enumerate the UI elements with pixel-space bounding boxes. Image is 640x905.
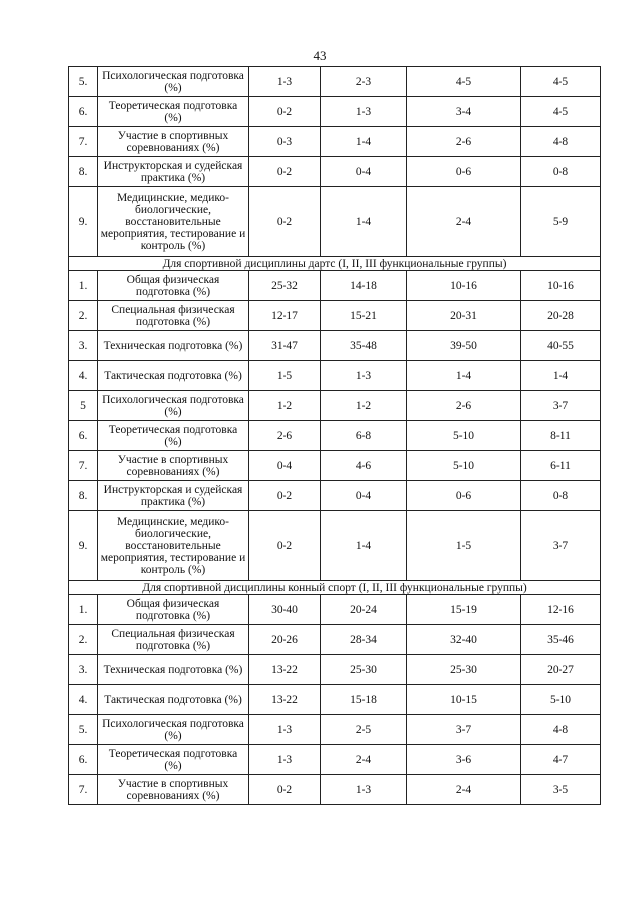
row-number: 8. (69, 157, 98, 187)
row-number: 9. (69, 187, 98, 257)
percent-range-cell: 4-8 (521, 127, 601, 157)
row-number: 7. (69, 775, 98, 805)
table-row (69, 481, 601, 511)
table-row (69, 331, 601, 361)
percent-range-cell: 1-3 (321, 775, 407, 805)
row-number: 1. (69, 271, 98, 301)
row-number: 4. (69, 361, 98, 391)
percent-range-cell: 0-3 (249, 127, 321, 157)
percent-range-cell: 0-2 (249, 97, 321, 127)
percent-range-cell: 4-6 (321, 451, 407, 481)
table-row (69, 625, 601, 655)
percent-range-cell: 1-3 (249, 745, 321, 775)
section-row (69, 257, 601, 271)
training-plan-table (68, 66, 601, 805)
percent-range-cell: 0-2 (249, 775, 321, 805)
percent-range-cell: 1-4 (521, 361, 601, 391)
percent-range-cell: 20-27 (521, 655, 601, 685)
percent-range-cell: 25-30 (407, 655, 521, 685)
percent-range-cell: 1-3 (321, 361, 407, 391)
page-number: 43 (313, 48, 327, 63)
percent-range-cell: 1-2 (249, 391, 321, 421)
percent-range-cell: 15-19 (407, 595, 521, 625)
percent-range-cell: 2-4 (407, 187, 521, 257)
table-row (69, 157, 601, 187)
table-row (69, 421, 601, 451)
percent-range-cell: 25-32 (249, 271, 321, 301)
table-row (69, 511, 601, 581)
percent-range-cell: 0-4 (321, 157, 407, 187)
training-type-label: Теоретическая подготовка (%) (98, 745, 249, 775)
row-number: 5. (69, 67, 98, 97)
percent-range-cell: 3-4 (407, 97, 521, 127)
percent-range-cell: 8-11 (521, 421, 601, 451)
table-row (69, 595, 601, 625)
row-number: 6. (69, 421, 98, 451)
percent-range-cell: 14-18 (321, 271, 407, 301)
percent-range-cell: 3-7 (407, 715, 521, 745)
percent-range-cell: 2-4 (407, 775, 521, 805)
row-number: 5. (69, 715, 98, 745)
table-row (69, 271, 601, 301)
table-row (69, 745, 601, 775)
row-number: 3. (69, 655, 98, 685)
percent-range-cell: 20-28 (521, 301, 601, 331)
percent-range-cell: 0-2 (249, 511, 321, 581)
percent-range-cell: 1-3 (321, 97, 407, 127)
training-type-label: Специальная физическая подготовка (%) (98, 625, 249, 655)
table-row (69, 451, 601, 481)
section-heading: Для спортивной дисциплины конный спорт (I, II, III функциональные группы) (69, 581, 601, 595)
table-row (69, 187, 601, 257)
percent-range-cell: 10-16 (407, 271, 521, 301)
percent-range-cell: 12-16 (521, 595, 601, 625)
percent-range-cell: 0-8 (521, 481, 601, 511)
percent-range-cell: 30-40 (249, 595, 321, 625)
percent-range-cell: 4-8 (521, 715, 601, 745)
training-type-label: Теоретическая подготовка (%) (98, 97, 249, 127)
row-number: 1. (69, 595, 98, 625)
percent-range-cell: 4-5 (521, 67, 601, 97)
percent-range-cell: 40-55 (521, 331, 601, 361)
table-row (69, 67, 601, 97)
percent-range-cell: 12-17 (249, 301, 321, 331)
training-type-label: Общая физическая подготовка (%) (98, 271, 249, 301)
percent-range-cell: 6-8 (321, 421, 407, 451)
percent-range-cell: 10-15 (407, 685, 521, 715)
percent-range-cell: 4-7 (521, 745, 601, 775)
percent-range-cell: 2-6 (407, 127, 521, 157)
percent-range-cell: 1-5 (249, 361, 321, 391)
percent-range-cell: 15-21 (321, 301, 407, 331)
row-number: 6. (69, 97, 98, 127)
percent-range-cell: 35-48 (321, 331, 407, 361)
percent-range-cell: 1-3 (249, 715, 321, 745)
table-row (69, 391, 601, 421)
percent-range-cell: 2-4 (321, 745, 407, 775)
percent-range-cell: 20-26 (249, 625, 321, 655)
table-body (69, 67, 601, 805)
table-row (69, 127, 601, 157)
row-number: 2. (69, 625, 98, 655)
percent-range-cell: 3-7 (521, 511, 601, 581)
table-row (69, 775, 601, 805)
percent-range-cell: 32-40 (407, 625, 521, 655)
row-number: 3. (69, 331, 98, 361)
percent-range-cell: 5-10 (407, 421, 521, 451)
training-type-label: Участие в спортивных соревнованиях (%) (98, 127, 249, 157)
percent-range-cell: 2-6 (249, 421, 321, 451)
section-heading: Для спортивной дисциплины дартс (I, II, III функциональные группы) (69, 257, 601, 271)
training-type-label: Инструкторская и судейская практика (%) (98, 481, 249, 511)
percent-range-cell: 10-16 (521, 271, 601, 301)
row-number: 6. (69, 745, 98, 775)
percent-range-cell: 0-2 (249, 187, 321, 257)
percent-range-cell: 3-5 (521, 775, 601, 805)
percent-range-cell: 39-50 (407, 331, 521, 361)
percent-range-cell: 13-22 (249, 655, 321, 685)
training-type-label: Тактическая подготовка (%) (98, 685, 249, 715)
percent-range-cell: 5-10 (521, 685, 601, 715)
percent-range-cell: 2-5 (321, 715, 407, 745)
percent-range-cell: 1-2 (321, 391, 407, 421)
percent-range-cell: 2-3 (321, 67, 407, 97)
table-row (69, 715, 601, 745)
percent-range-cell: 35-46 (521, 625, 601, 655)
percent-range-cell: 20-31 (407, 301, 521, 331)
section-row (69, 581, 601, 595)
percent-range-cell: 20-24 (321, 595, 407, 625)
table-row (69, 361, 601, 391)
row-number: 7. (69, 127, 98, 157)
training-type-label: Специальная физическая подготовка (%) (98, 301, 249, 331)
row-number: 8. (69, 481, 98, 511)
table-row (69, 301, 601, 331)
training-type-label: Психологическая подготовка (%) (98, 67, 249, 97)
percent-range-cell: 1-3 (249, 67, 321, 97)
table-row (69, 655, 601, 685)
percent-range-cell: 0-2 (249, 157, 321, 187)
percent-range-cell: 13-22 (249, 685, 321, 715)
training-type-label: Тактическая подготовка (%) (98, 361, 249, 391)
percent-range-cell: 1-4 (321, 127, 407, 157)
table-row (69, 685, 601, 715)
row-number: 7. (69, 451, 98, 481)
percent-range-cell: 1-4 (407, 361, 521, 391)
percent-range-cell: 0-8 (521, 157, 601, 187)
percent-range-cell: 5-9 (521, 187, 601, 257)
training-type-label: Участие в спортивных соревнованиях (%) (98, 775, 249, 805)
training-type-label: Медицинские, медико-биологические, восстановительные мероприятия, тестирование и контроль (%) (98, 187, 249, 257)
training-type-label: Психологическая подготовка (%) (98, 391, 249, 421)
percent-range-cell: 15-18 (321, 685, 407, 715)
percent-range-cell: 5-10 (407, 451, 521, 481)
percent-range-cell: 0-4 (321, 481, 407, 511)
percent-range-cell: 31-47 (249, 331, 321, 361)
percent-range-cell: 6-11 (521, 451, 601, 481)
percent-range-cell: 4-5 (521, 97, 601, 127)
percent-range-cell: 0-6 (407, 481, 521, 511)
training-type-label: Общая физическая подготовка (%) (98, 595, 249, 625)
training-type-label: Техническая подготовка (%) (98, 655, 249, 685)
percent-range-cell: 28-34 (321, 625, 407, 655)
row-number: 5 (69, 391, 98, 421)
training-type-label: Техническая подготовка (%) (98, 331, 249, 361)
percent-range-cell: 1-4 (321, 511, 407, 581)
percent-range-cell: 2-6 (407, 391, 521, 421)
table-row (69, 97, 601, 127)
row-number: 4. (69, 685, 98, 715)
percent-range-cell: 25-30 (321, 655, 407, 685)
training-type-label: Инструкторская и судейская практика (%) (98, 157, 249, 187)
percent-range-cell: 0-4 (249, 451, 321, 481)
percent-range-cell: 1-5 (407, 511, 521, 581)
row-number: 9. (69, 511, 98, 581)
training-type-label: Психологическая подготовка (%) (98, 715, 249, 745)
percent-range-cell: 0-2 (249, 481, 321, 511)
training-type-label: Медицинские, медико-биологические, восстановительные мероприятия, тестирование и контроль (%) (98, 511, 249, 581)
row-number: 2. (69, 301, 98, 331)
training-type-label: Участие в спортивных соревнованиях (%) (98, 451, 249, 481)
percent-range-cell: 1-4 (321, 187, 407, 257)
percent-range-cell: 4-5 (407, 67, 521, 97)
percent-range-cell: 3-6 (407, 745, 521, 775)
training-type-label: Теоретическая подготовка (%) (98, 421, 249, 451)
percent-range-cell: 3-7 (521, 391, 601, 421)
percent-range-cell: 0-6 (407, 157, 521, 187)
